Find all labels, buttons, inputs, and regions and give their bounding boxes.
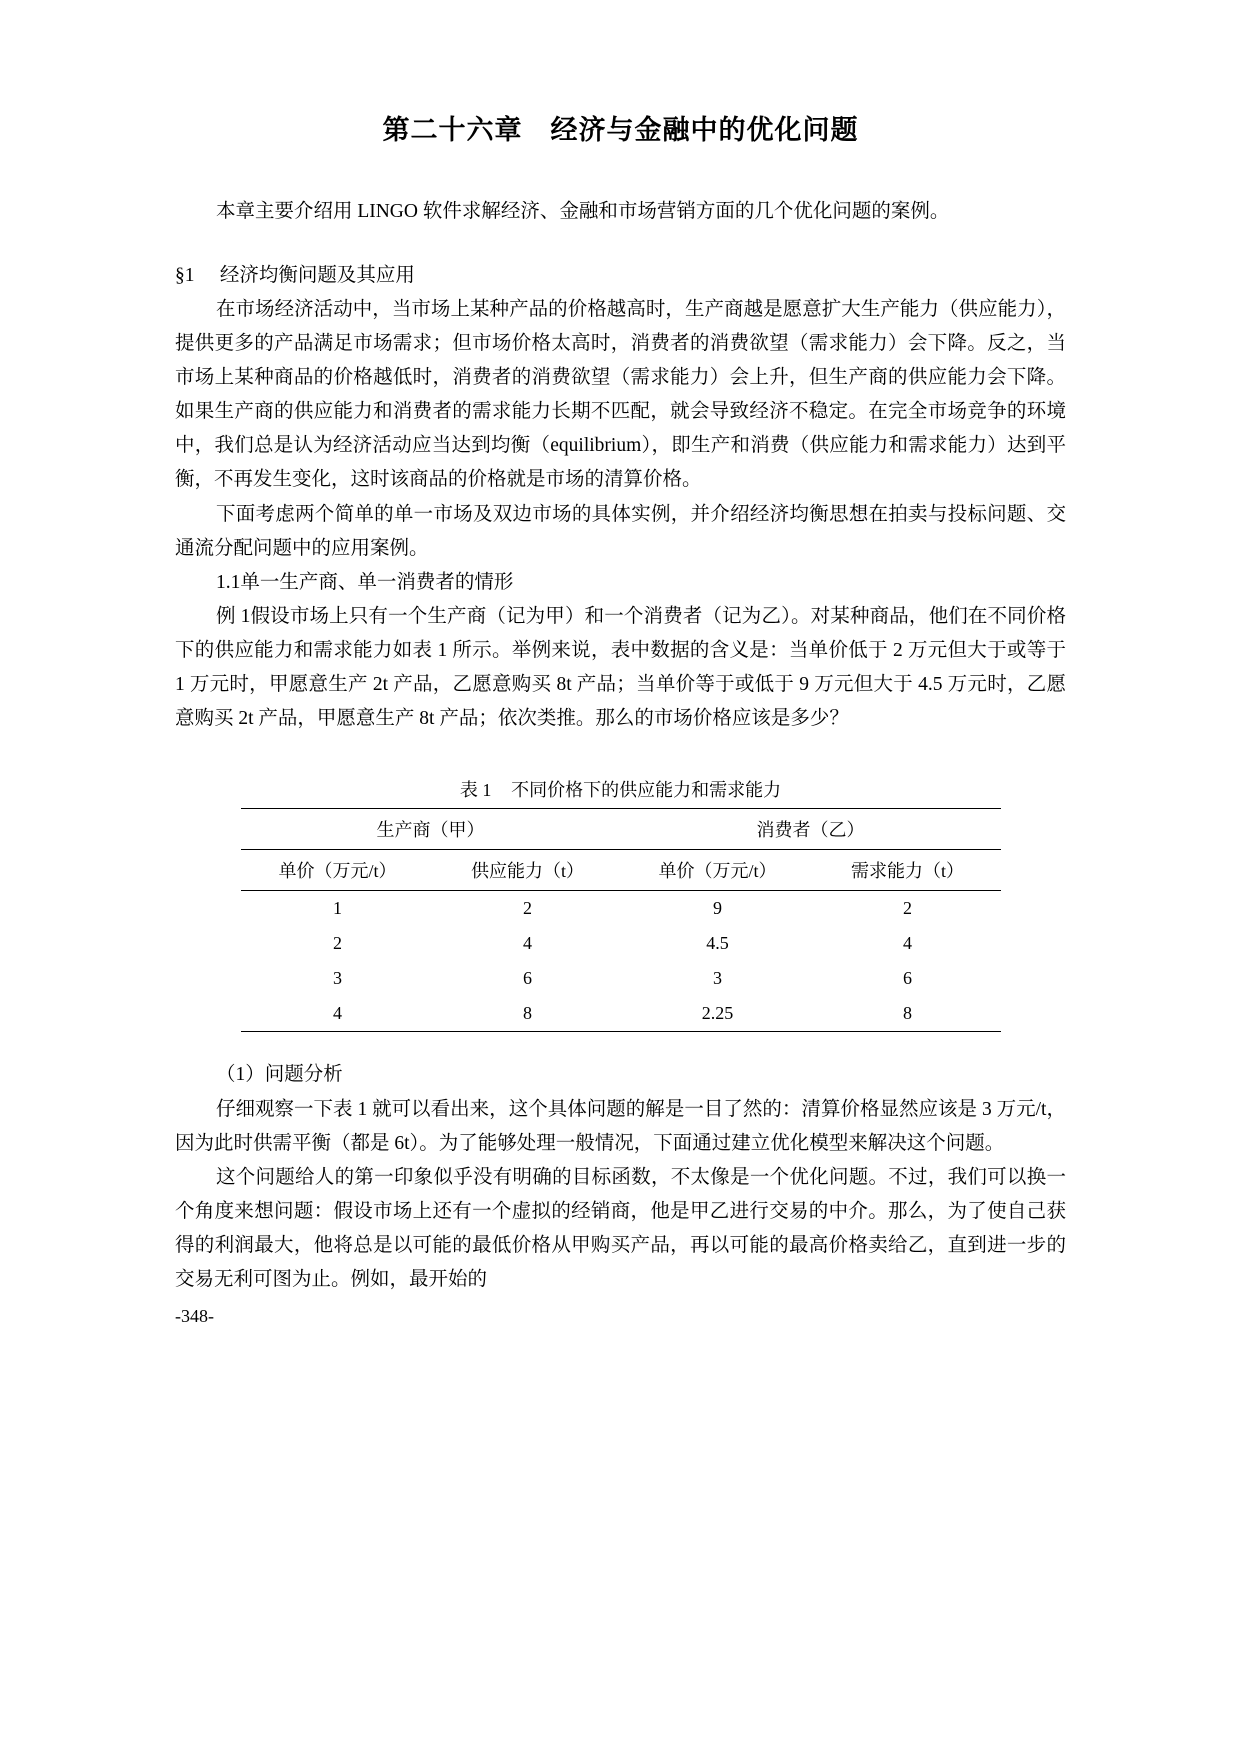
table-1-container xyxy=(241,776,1001,1032)
example-label: 例 1 xyxy=(215,605,251,627)
cell-producer-price: 1 xyxy=(333,898,343,919)
table-1-caption xyxy=(241,776,1001,802)
subsection-1-1-heading xyxy=(175,566,1066,600)
table-row xyxy=(241,996,1001,1032)
table-row xyxy=(241,961,1001,996)
cell-supply-capacity: 4 xyxy=(523,933,533,954)
cell-demand-capacity: 8 xyxy=(815,996,1001,1032)
group-header-consumer: 消费者（乙） xyxy=(620,809,1000,850)
intro-block xyxy=(175,195,1066,229)
cell-consumer-price: 2.25 xyxy=(620,996,814,1032)
table-row xyxy=(241,926,1001,961)
example-1-paragraph xyxy=(175,600,1066,737)
chapter-title: 第二十六章 经济与金融中的优化问题 xyxy=(382,115,859,145)
cell-producer-price: 4 xyxy=(241,996,435,1032)
column-header-demand-capacity: 需求能力（t） xyxy=(815,850,1001,891)
table-caption-text: 不同价格下的供应能力和需求能力 xyxy=(511,780,782,801)
cell-supply-capacity: 2 xyxy=(523,898,533,919)
table-group-header-row xyxy=(241,809,1001,850)
table-caption-label: 表 1 xyxy=(459,780,492,801)
cell-consumer-price: 4.5 xyxy=(706,933,729,954)
analysis-heading: （1）问题分析 xyxy=(215,1064,343,1086)
column-header-supply-capacity: 供应能力（t） xyxy=(435,850,621,891)
table-row xyxy=(241,891,1001,927)
paragraph-3: 仔细观察一下表 1 就可以看出来，这个具体问题的解是一目了然的：清算价格显然应该是 3 万元/t，因为此时供需平衡（都是 6t）。为了能够处理一般情况，下面通过建立优化模型来解决这个问题。 xyxy=(175,1098,1066,1154)
section-1-heading xyxy=(175,259,1066,293)
cell-consumer-price: 3 xyxy=(713,968,723,989)
subsection-number: 1.1 xyxy=(215,571,241,593)
example-body: 假设市场上只有一个生产商（记为甲）和一个消费者（记为乙）。对某种商品，他们在不同价格下的供应能力和需求能力如表 1 所示。举例来说，表中数据的含义是：当单价低于 2 万元但大于或等于 1 万元时，甲愿意生产 2t 产品，乙愿意购买 8t 产品；当单价等于或低于 9 万元但大于 4.5 万元时，乙愿意购买 2t 产品，甲愿意生产 8t 产品；依次类推。那么的市场价格应该是多少？ xyxy=(175,605,1066,730)
intro-paragraph: 本章主要介绍用 LINGO 软件求解经济、金融和市场营销方面的几个优化问题的案例。 xyxy=(215,200,950,222)
cell-demand-capacity: 2 xyxy=(903,898,913,919)
supply-demand-table xyxy=(241,808,1001,1032)
cell-supply-capacity: 6 xyxy=(523,968,533,989)
table-column-header-row xyxy=(241,850,1001,891)
page-number: -348- xyxy=(175,1306,214,1326)
cell-supply-capacity: 8 xyxy=(435,996,621,1032)
cell-consumer-price: 9 xyxy=(713,898,723,919)
paragraph-1: 在市场经济活动中，当市场上某种产品的价格越高时，生产商越是愿意扩大生产能力（供应能力），提供更多的产品满足市场需求；但市场价格太高时，消费者的消费欲望（需求能力）会下降。反之，当市场上某种商品的价格越低时，消费者的消费欲望（需求能力）会上升，但生产商的供应能力会下降。如果生产商的供应能力和消费者的需求能力长期不匹配，就会导致经济不稳定。在完全市场竞争的环境中，我们总是认为经济活动应当达到均衡（equilibrium），即生产和消费（供应能力和需求能力）达到平衡，不再发生变化，这时该商品的价格就是市场的清算价格。 xyxy=(175,298,1066,491)
section-1-title: 经济均衡问题及其应用 xyxy=(219,264,415,286)
cell-producer-price: 3 xyxy=(333,968,343,989)
paragraph-4: 这个问题给人的第一印象似乎没有明确的目标函数，不太像是一个优化问题。不过，我们可以换一个角度来想问题：假设市场上还有一个虚拟的经销商，他是甲乙进行交易的中介。那么，为了使自己获得的利润最大，他将总是以可能的最低价格从甲购买产品，再以可能的最高价格卖给乙，直到进一步的交易无利可图为止。例如，最开始的 xyxy=(175,1166,1066,1291)
group-header-producer: 生产商（甲） xyxy=(241,809,621,850)
table-body xyxy=(241,891,1001,1032)
cell-producer-price: 2 xyxy=(333,933,343,954)
cell-demand-capacity: 4 xyxy=(903,933,913,954)
subsection-title: 单一生产商、单一消费者的情形 xyxy=(240,571,514,593)
column-header-producer-price: 单价（万元/t） xyxy=(241,850,435,891)
cell-demand-capacity: 6 xyxy=(903,968,913,989)
column-header-consumer-price: 单价（万元/t） xyxy=(620,850,814,891)
paragraph-2: 下面考虑两个简单的单一市场及双边市场的具体实例，并介绍经济均衡思想在拍卖与投标问题、交通流分配问题中的应用案例。 xyxy=(175,503,1066,559)
section-1-number: §1 xyxy=(175,264,195,286)
